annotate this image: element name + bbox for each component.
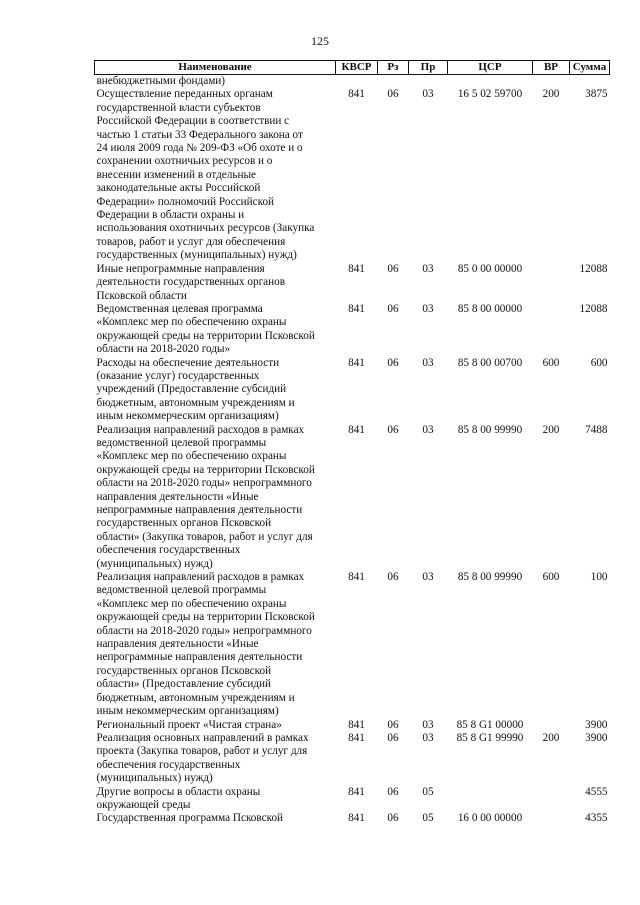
table-row xyxy=(95,732,610,786)
row-rz: 06 xyxy=(387,262,399,275)
row-pr: 05 xyxy=(422,785,434,798)
row-csr: 16 5 02 59700 xyxy=(457,88,523,101)
row-name: Государственная программа Псковской xyxy=(96,812,284,825)
table-row xyxy=(95,571,610,718)
row-vr xyxy=(533,812,570,825)
row-csr xyxy=(448,75,533,89)
row-name: Реализация направлений расходов в рамках ведомственной целевой программы «Комплекс мер по обеспечению охраны окружающей среды на территории Псковской области на 2018-2020 годы» непрограммного направления деятельности «Иные непрограммные направления деятельности государственных органов Псковской области» (Предоставление субсидий бюджетным, автономным учреждениям и иным некоммерческим организациям) xyxy=(96,571,315,718)
row-name: Осуществление переданных органам государственной власти субъектов Российской Федерации в соответствии с частью 1 статьи 33 Федерального закона от 24 июля 2009 года № 209-ФЗ «Об охоте и о сохранении охотничьих ресурсов и о внесении изменений в отдельные законодательные акты Российской Федерации» полномочий Российской Федерации в области охраны и использования охотничьих ресурсов (Закупка товаров, работ и услуг для обеспечения государственных (муниципальных) нужд) xyxy=(96,88,315,262)
row-csr xyxy=(448,786,533,813)
row-sum: 4555 xyxy=(585,785,608,798)
row-kvsr: 841 xyxy=(348,731,365,744)
row-pr: 03 xyxy=(422,356,434,369)
row-kvsr: 841 xyxy=(348,423,365,436)
row-kvsr: 841 xyxy=(348,356,365,369)
row-vr xyxy=(533,303,570,357)
row-vr: 200 xyxy=(542,88,560,101)
row-kvsr: 841 xyxy=(348,88,365,101)
row-name: Другие вопросы в области охраны окружающей среды xyxy=(96,785,261,811)
row-csr: 16 0 00 00000 xyxy=(457,812,523,825)
row-kvsr: 841 xyxy=(348,262,365,275)
row-sum: 4355 xyxy=(585,812,608,825)
row-pr: 03 xyxy=(422,88,434,101)
table-row xyxy=(95,303,610,357)
row-pr: 03 xyxy=(422,731,434,744)
row-sum: 12088 xyxy=(579,262,608,275)
row-rz: 06 xyxy=(387,785,399,798)
row-pr: 03 xyxy=(422,718,434,731)
row-sum: 3900 xyxy=(585,718,608,731)
row-vr: 200 xyxy=(542,423,560,436)
header-csr: ЦСР xyxy=(448,61,533,75)
row-vr xyxy=(533,719,570,732)
header-kvsr: КВСР xyxy=(336,61,378,75)
budget-table xyxy=(94,60,610,826)
header-rz: Рз xyxy=(378,61,409,75)
row-pr: 05 xyxy=(422,812,434,825)
row-name: Ведомственная целевая программа «Комплекс мер по обеспечению охраны окружающей среды на территории Псковской области на 2018-2020 годы» xyxy=(96,302,315,356)
row-sum: 600 xyxy=(590,356,608,369)
row-name: внебюджетными фондами) xyxy=(96,75,225,87)
row-pr xyxy=(409,75,448,89)
row-vr: 200 xyxy=(542,731,560,744)
row-sum: 7488 xyxy=(585,423,608,436)
row-vr xyxy=(533,75,570,89)
table-row xyxy=(95,424,610,571)
page-number: 125 xyxy=(311,34,329,48)
row-vr: 600 xyxy=(542,571,560,584)
row-sum xyxy=(570,75,610,89)
table-row xyxy=(95,88,610,262)
row-rz: 06 xyxy=(387,571,399,584)
row-kvsr: 841 xyxy=(348,812,365,825)
row-csr: 85 8 00 00000 xyxy=(457,302,523,315)
row-rz: 06 xyxy=(387,88,399,101)
header-sum: Сумма xyxy=(570,61,610,75)
table-row xyxy=(95,786,610,813)
header-name: Наименование xyxy=(95,61,336,75)
row-name: Региональный проект «Чистая страна» xyxy=(96,718,282,731)
row-vr: 600 xyxy=(542,356,560,369)
row-kvsr: 841 xyxy=(348,785,365,798)
header-pr: Пр xyxy=(409,61,448,75)
row-rz: 06 xyxy=(387,423,399,436)
row-name: Расходы на обеспечение деятельности (оказание услуг) государственных учреждений (Предоставление субсидий бюджетным, автономным учреждениям и иным некоммерческим организациям) xyxy=(96,356,295,423)
row-pr: 03 xyxy=(422,423,434,436)
row-sum: 12088 xyxy=(579,302,608,315)
row-rz: 06 xyxy=(387,718,399,731)
row-csr: 85 8 00 00700 xyxy=(457,356,523,369)
row-pr: 03 xyxy=(422,571,434,584)
row-sum: 3875 xyxy=(585,88,608,101)
row-sum: 100 xyxy=(590,571,608,584)
row-csr: 85 0 00 00000 xyxy=(457,262,523,275)
table-header-row xyxy=(95,61,610,75)
table-row xyxy=(95,75,610,89)
row-name: Реализация основных направлений в рамках проекта (Закупка товаров, работ и услуг для обеспечения государственных (муниципальных) нужд) xyxy=(96,731,309,785)
row-csr: 85 8 00 99990 xyxy=(457,423,523,436)
row-rz: 06 xyxy=(387,812,399,825)
row-csr: 85 8 00 99990 xyxy=(457,571,523,584)
row-name: Иные непрограммные направления деятельности государственных органов Псковской области xyxy=(96,262,286,302)
row-csr: 85 8 G1 00000 xyxy=(456,718,524,731)
row-pr: 03 xyxy=(422,262,434,275)
row-vr xyxy=(533,786,570,813)
row-pr: 03 xyxy=(422,302,434,315)
row-kvsr: 841 xyxy=(348,302,365,315)
row-rz: 06 xyxy=(387,302,399,315)
table-row xyxy=(95,263,610,303)
row-vr xyxy=(533,263,570,303)
row-csr: 85 8 G1 99990 xyxy=(456,731,524,744)
table-row xyxy=(95,357,610,424)
row-rz: 06 xyxy=(387,731,399,744)
header-vr: ВР xyxy=(533,61,570,75)
table-row xyxy=(95,812,610,825)
row-rz: 06 xyxy=(387,356,399,369)
row-kvsr: 841 xyxy=(348,571,365,584)
row-kvsr xyxy=(336,75,378,89)
table-row xyxy=(95,719,610,732)
row-kvsr: 841 xyxy=(348,718,365,731)
row-name: Реализация направлений расходов в рамках ведомственной целевой программы «Комплекс мер по обеспечению охраны окружающей среды на территории Псковской области на 2018-2020 годы» непрограммного направления деятельности «Иные непрограммные направления деятельности государственных органов Псковской области» (Закупка товаров, работ и услуг для обеспечения государственных (муниципальных) нужд) xyxy=(96,423,315,570)
row-sum: 3900 xyxy=(585,731,608,744)
row-rz xyxy=(378,75,409,89)
